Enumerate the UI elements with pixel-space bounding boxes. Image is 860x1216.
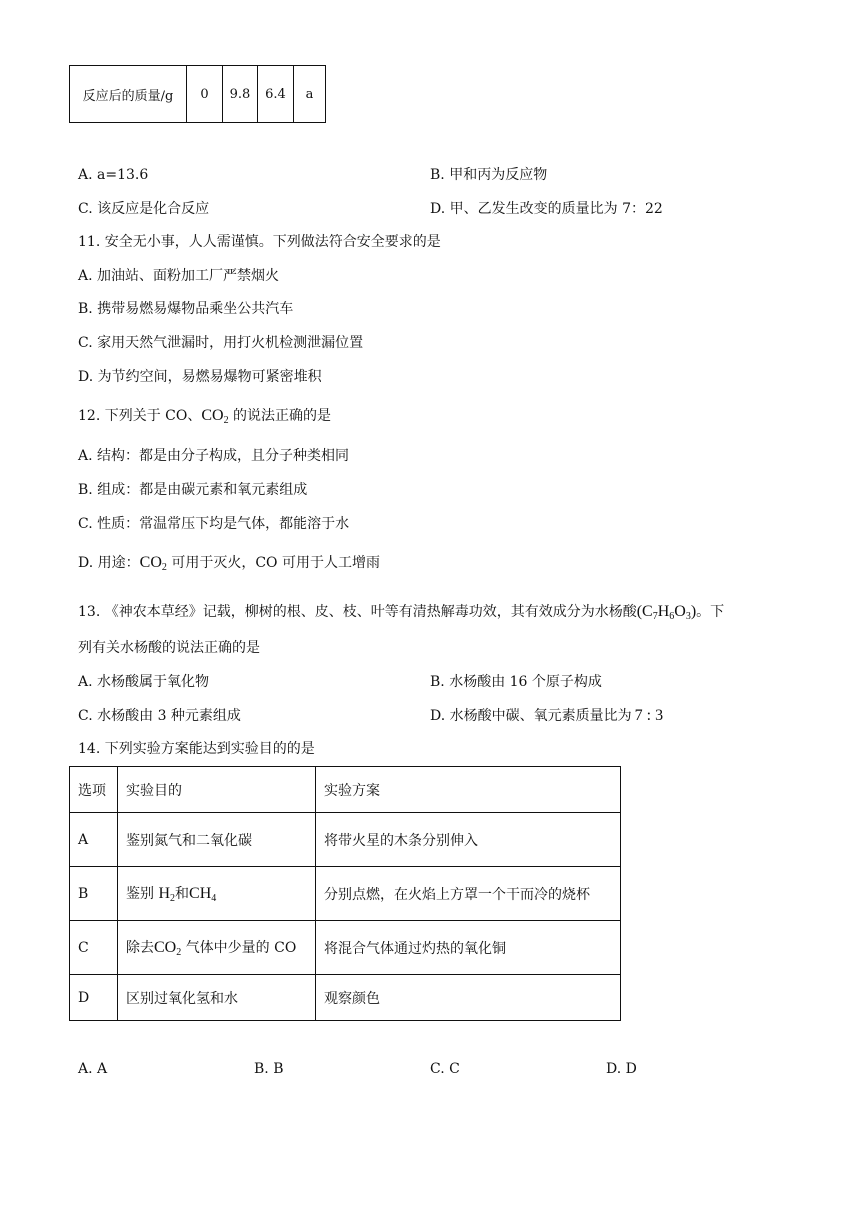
q10-option-b: B. 甲和丙为反应物	[430, 167, 548, 183]
q12-option-c: C. 性质：常温常压下均是气体，都能溶于水	[78, 516, 350, 532]
salicylic-formula: $(C_7H_6O_3)$	[636, 603, 697, 622]
row-goal: 鉴别氮气和二氧化碳	[118, 813, 316, 867]
q11-option-c: C. 家用天然气泄漏时，用打火机检测泄漏位置	[78, 335, 364, 351]
row-option: B	[70, 867, 118, 921]
q14-option-a: A. A	[78, 1061, 108, 1077]
q13-option-c: C. 水杨酸由 3 种元素组成	[78, 708, 241, 724]
q12-option-b: B. 组成：都是由碳元素和氧元素组成	[78, 482, 308, 498]
q12-option-a: A. 结构：都是由分子构成，且分子种类相同	[78, 448, 350, 464]
row-plan: 将带火星的木条分别伸入	[316, 813, 621, 867]
mass-table	[69, 65, 326, 123]
q13-stem: 13. 《神农本草经》记载，柳树的根、皮、枝、叶等有清热解毒功效，其有效成分为水杨酸$(C_7H_6O_3)$。下	[78, 603, 725, 622]
q11-option-b: B. 携带易燃易爆物品乘坐公共汽车	[78, 301, 294, 317]
q14-option-b: B. B	[254, 1061, 284, 1077]
q13-option-d: D. 水杨酸中碳、氧元素质量比为 7 : 3	[430, 707, 664, 724]
header-plan: 实验方案	[316, 767, 621, 813]
mass-cell: a	[294, 66, 326, 123]
q10-option-c: C. 该反应是化合反应	[78, 201, 210, 217]
row-option: C	[70, 921, 118, 975]
q14-stem: 14. 下列实验方案能达到实验目的的是	[78, 741, 315, 757]
row-goal: 鉴别 $H_2$和$CH_4$	[118, 867, 316, 921]
mass-label: 反应后的质量/g	[70, 66, 187, 123]
header-goal: 实验目的	[118, 767, 316, 813]
row-plan: 将混合气体通过灼热的氧化铜	[316, 921, 621, 975]
row-option: D	[70, 975, 118, 1021]
table-row	[70, 975, 621, 1021]
mass-cell: 0	[187, 66, 223, 123]
mass-cell: 6.4	[258, 66, 294, 123]
mass-cell: 9.8	[223, 66, 258, 123]
row-plan: 分别点燃，在火焰上方罩一个干而冷的烧杯	[316, 867, 621, 921]
q13-option-b: B. 水杨酸由 16 个原子构成	[430, 674, 602, 690]
q11-option-d: D. 为节约空间，易燃易爆物可紧密堆积	[78, 369, 322, 385]
q14-option-d: D. D	[606, 1061, 637, 1077]
q10-option-d: D. 甲、乙发生改变的质量比为 7：22	[430, 201, 663, 217]
q12-option-d: D. 用途：$CO_2$ 可用于灭火，CO 可用于人工增雨	[78, 554, 380, 573]
experiment-table	[69, 766, 621, 1021]
q11-stem: 11. 安全无小事，人人需谨慎。下列做法符合安全要求的是	[78, 234, 441, 250]
q11-option-a: A. 加油站、面粉加工厂严禁烟火	[78, 268, 280, 284]
table-row	[70, 921, 621, 975]
table-row	[70, 767, 621, 813]
row-goal: 区别过氧化氢和水	[118, 975, 316, 1021]
row-plan: 观察颜色	[316, 975, 621, 1021]
table-row	[70, 867, 621, 921]
q14-option-c: C. C	[430, 1061, 460, 1077]
table-row	[70, 66, 326, 123]
row-option: A	[70, 813, 118, 867]
q13-option-a: A. 水杨酸属于氧化物	[78, 674, 210, 690]
q12-stem: 12. 下列关于 CO、$CO_2$ 的说法正确的是	[78, 407, 332, 426]
table-row	[70, 813, 621, 867]
header-option: 选项	[70, 767, 118, 813]
row-goal: 除去$CO_2$ 气体中少量的 CO	[118, 921, 316, 975]
q13-stem-line2: 列有关水杨酸的说法正确的是	[78, 640, 260, 656]
q10-option-a: A. a=13.6	[78, 167, 149, 183]
